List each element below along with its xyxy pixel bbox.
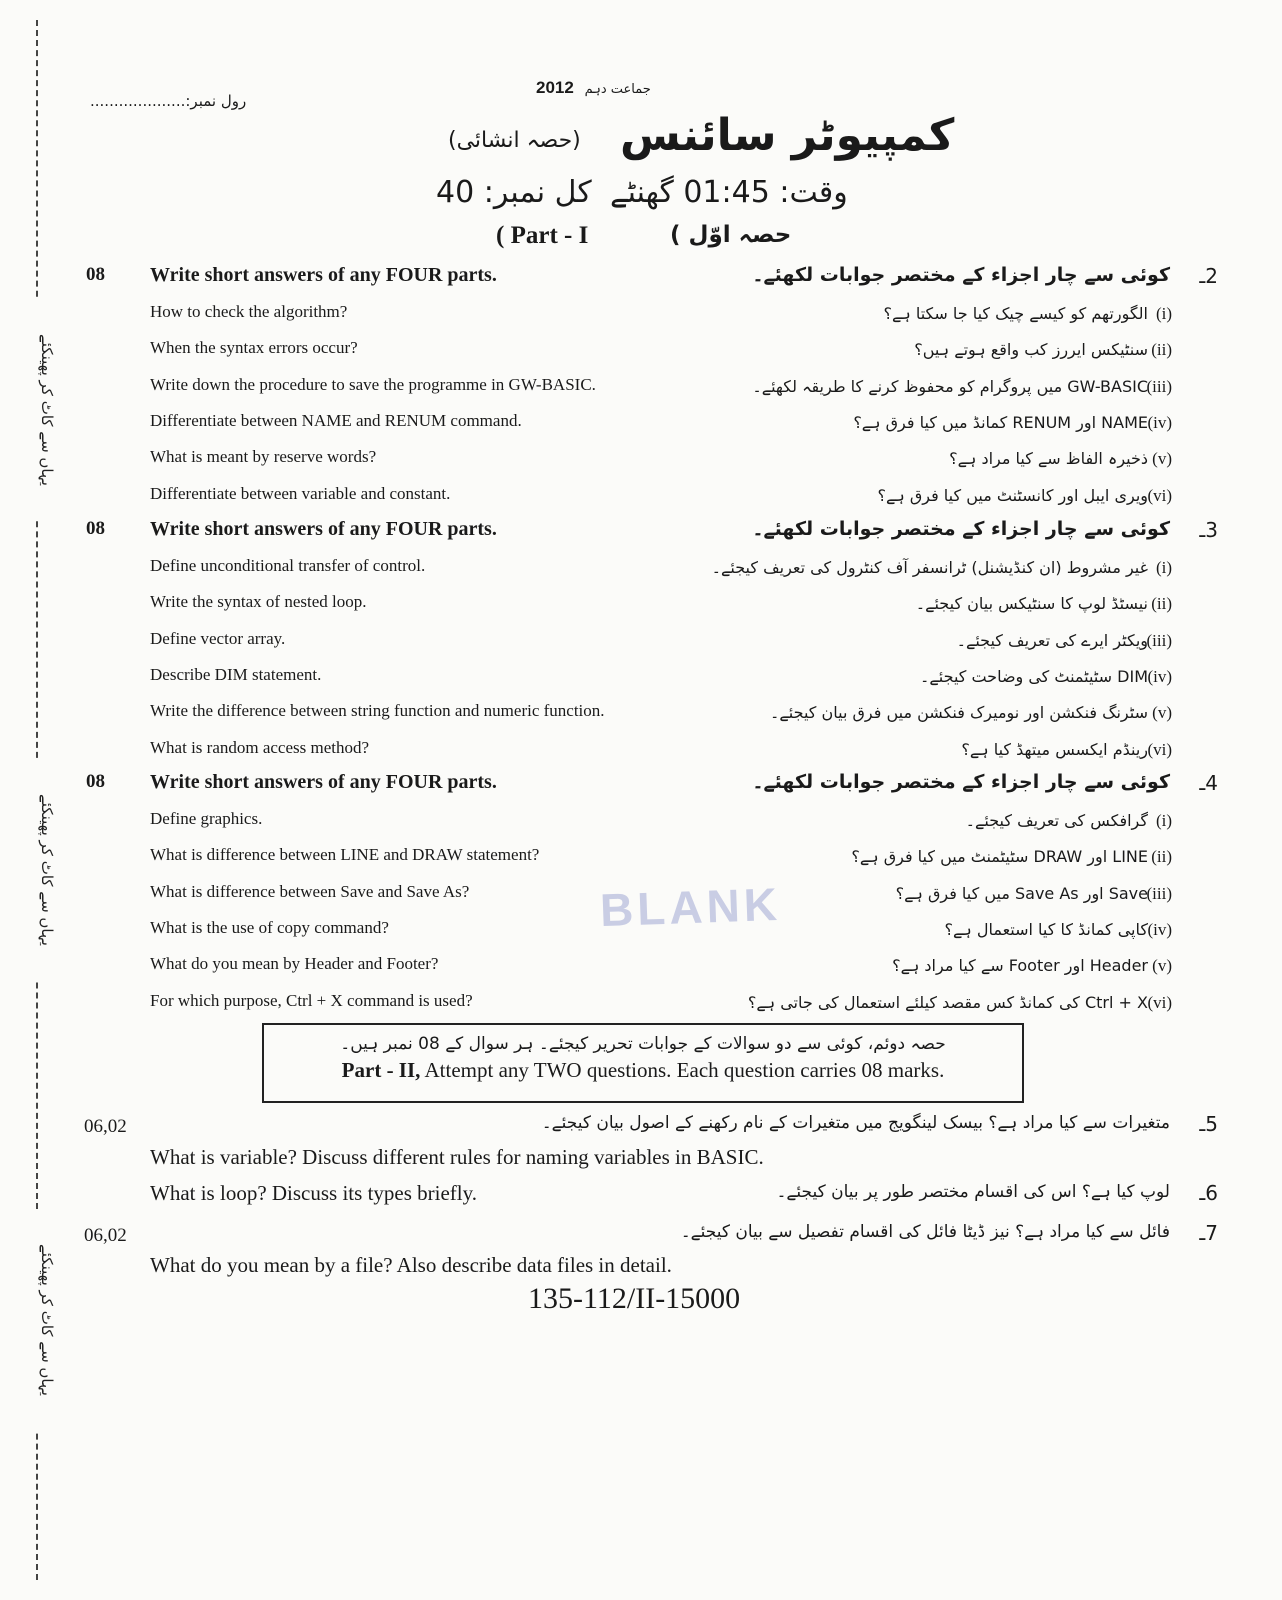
part-text-en: What is meant by reserve words? — [150, 447, 377, 467]
part-numeral: (iv) — [1147, 666, 1172, 686]
part-numeral: (vi) — [1147, 992, 1172, 1012]
question-heading-ur: کوئی سے چار اجزاء کے مختصر جوابات لکھئے۔ — [752, 771, 1170, 793]
question-marks: 08 — [86, 264, 105, 285]
question-marks: 08 — [86, 771, 105, 792]
part2-instructions-ur: حصہ دوئم، کوئی سے دو سوالات کے جوابات تحریر کیجئے۔ ہر سوال کے 08 نمبر ہیں۔ — [340, 1034, 946, 1054]
part-text-ur: سٹرنگ فنکشن اور نومیرک فنکشن میں فرق بیان کیجئے۔ — [770, 703, 1148, 723]
question-heading — [0, 264, 1282, 300]
part-text-en: What is random access method? — [150, 737, 370, 757]
question-text-ur: متغیرات سے کیا مراد ہے؟ بیسک لینگویج میں متغیرات کے نام رکھنے کے اصول بیان کیجئے۔ — [541, 1113, 1170, 1133]
question-part — [0, 701, 1282, 737]
roll-number-field: رول نمبر:.................... — [90, 92, 247, 110]
question-part — [0, 375, 1282, 411]
part-numeral: (v) — [1152, 449, 1172, 469]
part-text-ur: نیسٹڈ لوپ کا سنٹیکس بیان کیجئے۔ — [915, 594, 1148, 614]
question-number: 4ـ — [1199, 771, 1218, 795]
page-title: کمپیوٹر سائنس — [620, 110, 955, 161]
question-text-ur: فائل سے کیا مراد ہے؟ نیز ڈیٹا فائل کی اقسام تفصیل سے بیان کیجئے۔ — [680, 1222, 1170, 1242]
total-marks: کل نمبر: 40 — [436, 175, 592, 210]
question-heading-en: Write short answers of any FOUR parts. — [150, 771, 497, 793]
part-text-ur: Save اور Save As میں کیا فرق ہے؟ — [895, 883, 1148, 903]
part-text-ur: گرافکس کی تعریف کیجئے۔ — [965, 811, 1148, 830]
part-text-ur: ویکٹر ایرے کی تعریف کیجئے۔ — [956, 630, 1148, 650]
part-numeral: (iii) — [1146, 630, 1172, 650]
margin-cut-note: یہاں سے کاٹ کر پھینکئے — [16, 1210, 56, 1430]
question-heading — [0, 771, 1282, 807]
part-text-ur: LINE اور DRAW سٹیٹمنٹ میں کیا فرق ہے؟ — [851, 847, 1148, 867]
time-allowed: وقت: 01:45 گھنٹے — [610, 175, 848, 210]
question-part — [0, 447, 1282, 483]
part-numeral: (iv) — [1147, 412, 1172, 432]
part-text-ur: GW-BASIC میں پروگرام کو محفوظ کرنے کا طریقہ لکھئے۔ — [752, 376, 1148, 396]
part-numeral: (iv) — [1147, 919, 1172, 939]
blank-stamp: BLANK — [599, 877, 782, 937]
part-numeral: (ii) — [1151, 340, 1172, 360]
part-text-ur: DIM سٹیٹمنٹ کی وضاحت کیجئے۔ — [920, 666, 1148, 686]
margin-cut-note: یہاں سے کاٹ کر پھینکئے — [16, 760, 56, 980]
part-numeral: (ii) — [1151, 847, 1172, 867]
question-marks: 06,02 — [84, 1116, 127, 1137]
part1-heading-en: ( Part - I — [496, 222, 589, 249]
question-number: 7ـ — [1199, 1221, 1218, 1245]
question-number: 3ـ — [1199, 518, 1218, 542]
question-part — [0, 991, 1282, 1027]
part-text-ur: کاپی کمانڈ کا کیا استعمال ہے؟ — [944, 919, 1148, 939]
part-text-en: How to check the algorithm? — [150, 302, 348, 321]
question-part — [0, 845, 1282, 881]
question-heading — [0, 518, 1282, 554]
part-text-en: Differentiate between variable and constant. — [150, 483, 451, 503]
question-text-en: What is loop? Discuss its types briefly. — [150, 1181, 478, 1205]
part1-heading-ur: حصہ اوّل ) — [670, 222, 792, 248]
part-numeral: (i) — [1155, 304, 1172, 323]
part-numeral: (ii) — [1151, 594, 1172, 614]
part-text-ur: الگورتھم کو کیسے چیک کیا جا سکتا ہے؟ — [883, 304, 1148, 323]
question-part — [0, 302, 1282, 338]
question-text-en: What do you mean by a file? Also describe data files in detail. — [150, 1253, 672, 1277]
question-marks: 08 — [86, 518, 105, 539]
question-part — [0, 411, 1282, 447]
part-text-ur: Header اور Footer سے کیا مراد ہے؟ — [892, 956, 1148, 976]
part-text-ur: غیر مشروط (ان کنڈیشنل) ٹرانسفر آف کنٹرول کی تعریف کیجئے۔ — [711, 558, 1148, 577]
part-text-en: Write the syntax of nested loop. — [150, 592, 367, 612]
part-text-en: What do you mean by Header and Footer? — [150, 954, 439, 974]
part-text-ur: ذخیرہ الفاظ سے کیا مراد ہے؟ — [949, 449, 1148, 469]
paper-code: 135-112/II-15000 — [528, 1282, 741, 1315]
subtitle: (حصہ انشائی) — [448, 128, 581, 153]
part-text-en: Define vector array. — [150, 628, 286, 648]
part-text-en: Define unconditional transfer of control. — [150, 556, 426, 575]
question-text-ur: لوپ کیا ہے؟ اس کی اقسام مختصر طور پر بیان کیجئے۔ — [776, 1182, 1170, 1202]
question-heading-en: Write short answers of any FOUR parts. — [150, 264, 497, 286]
question-part — [0, 629, 1282, 665]
part-numeral: (v) — [1152, 703, 1172, 723]
part-numeral: (i) — [1155, 558, 1172, 577]
part2-instructions — [262, 1023, 1024, 1103]
question-text-en: What is variable? Discuss different rules for naming variables in BASIC. — [150, 1145, 764, 1169]
question-part — [0, 665, 1282, 701]
question-number: 6ـ — [1199, 1181, 1218, 1205]
part-numeral: (i) — [1155, 811, 1172, 830]
question-heading-ur: کوئی سے چار اجزاء کے مختصر جوابات لکھئے۔ — [752, 518, 1170, 540]
part-numeral: (v) — [1152, 956, 1172, 976]
part-text-en: For which purpose, Ctrl + X command is used? — [150, 990, 473, 1010]
part-text-en: Describe DIM statement. — [150, 664, 322, 684]
part-numeral: (vi) — [1147, 485, 1172, 505]
part-text-en: What is difference between Save and Save As? — [150, 881, 470, 901]
question-part — [0, 484, 1282, 520]
question-number: 2ـ — [1199, 264, 1218, 288]
part2-instructions-en — [264, 1058, 1022, 1083]
part-text-en: Write the difference between string function and numeric function. — [150, 701, 605, 721]
part-numeral: (vi) — [1147, 739, 1172, 759]
question-part — [0, 954, 1282, 990]
question-heading-ur: کوئی سے چار اجزاء کے مختصر جوابات لکھئے۔ — [752, 264, 1170, 286]
question-number: 5ـ — [1199, 1112, 1218, 1136]
part-text-en: Differentiate between NAME and RENUM command. — [150, 410, 522, 430]
question-marks: 06,02 — [84, 1225, 127, 1246]
part2-label: Part - II, — [341, 1058, 421, 1082]
question-heading-en: Write short answers of any FOUR parts. — [150, 518, 497, 540]
part-text-ur: Ctrl + X کی کمانڈ کس مقصد کیلئے استعمال کی جاتی ہے؟ — [747, 992, 1148, 1012]
part-text-en: What is the use of copy command? — [150, 917, 389, 937]
class-year — [536, 78, 651, 98]
part-text-en: Write down the procedure to save the programme in GW-BASIC. — [150, 374, 596, 394]
part-text-en: When the syntax errors occur? — [150, 338, 358, 358]
question-part — [0, 556, 1282, 592]
question-part — [0, 809, 1282, 845]
part-text-ur: سنٹیکس ایررز کب واقع ہوتے ہیں؟ — [914, 340, 1148, 360]
part-numeral: (iii) — [1146, 883, 1172, 903]
part-text-ur: رینڈم ایکسس میتھڈ کیا ہے؟ — [961, 739, 1148, 759]
question-part — [0, 338, 1282, 374]
question-part — [0, 738, 1282, 774]
margin-cut-note: یہاں سے کاٹ کر پھینکئے — [16, 300, 56, 520]
part-text-en: What is difference between LINE and DRAW statement? — [150, 845, 540, 865]
part-text-ur: ویری ایبل اور کانسٹنٹ میں کیا فرق ہے؟ — [877, 485, 1148, 505]
exam-year: 2012 — [536, 78, 574, 97]
part-text-ur: NAME اور RENUM کمانڈ میں کیا فرق ہے؟ — [853, 412, 1148, 432]
part-numeral: (iii) — [1146, 376, 1172, 396]
question-part — [0, 592, 1282, 628]
part2-text: Attempt any TWO questions. Each question carries 08 marks. — [424, 1058, 945, 1082]
class-label: جماعت دہم — [584, 82, 651, 97]
part-text-en: Define graphics. — [150, 809, 263, 828]
